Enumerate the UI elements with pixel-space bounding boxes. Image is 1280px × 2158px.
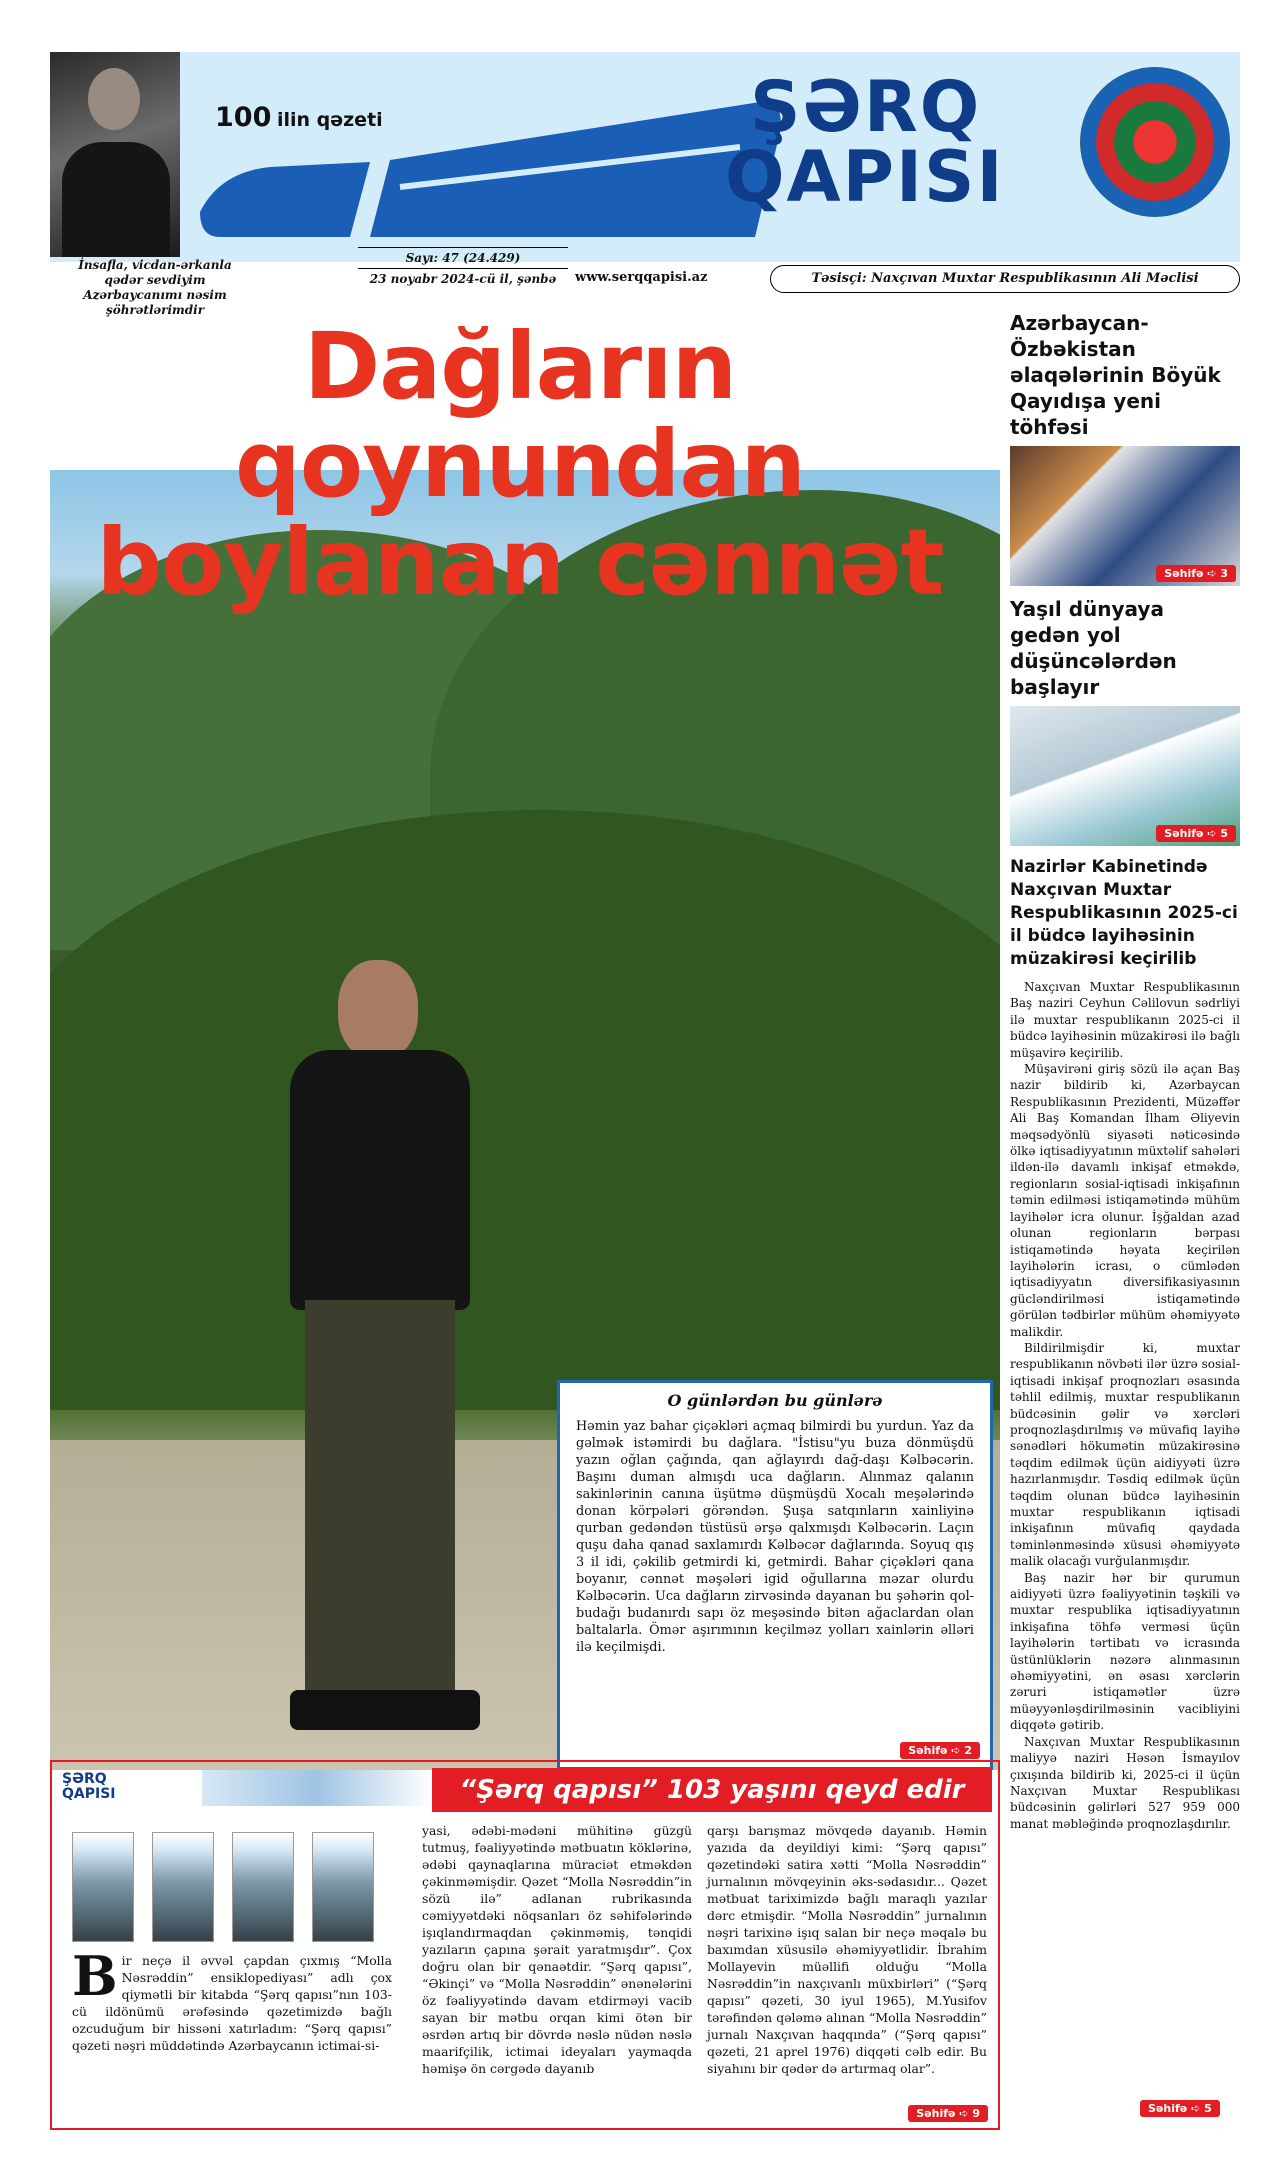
story3-title[interactable]: Nazirlər Kabinetində Naxçıvan Muxtar Respublikasının 2025-ci il büdcə layihəsinin müzakirəsi keçirilib bbox=[1010, 857, 1238, 969]
story2-title[interactable]: Yaşıl dünyaya gedən yol düşüncələrdən başlayır bbox=[1010, 597, 1177, 699]
walking-man-figure bbox=[260, 950, 500, 1750]
sidebar-article-box bbox=[557, 1380, 993, 1770]
story1-photo bbox=[1010, 446, 1240, 586]
issue-info bbox=[348, 247, 578, 289]
anniversary-section bbox=[50, 1760, 1000, 2130]
newspaper-title-line2: QAPISI bbox=[725, 136, 1005, 218]
anniversary-banner: “Şərq qapısı” 103 yaşını qeyd edir bbox=[432, 1768, 992, 1812]
founder-label: Təsisçi: Naxçıvan Muxtar Respublikasının Ali Məclisi bbox=[770, 265, 1240, 293]
website-link[interactable]: www.serqqapisi.az bbox=[575, 270, 708, 285]
column-2: yasi, ədəbi-mədəni mühitinə güzgü tutmuş, fəaliyyətində mətbuatın köklərinə, ədəbi qaynaqlarına müraciət etməkdən çəkinməmişdir. Qəzet “Molla Nəsrəddin”in sözü ilə” adlanan rubrikasında cəmiyyətdəki nöqsanları öz səhifələrində işıqlandırmaqdan çəkinməmiş, tənqidi yazıların çapına şərait yaratmışdır”. Çox doğru olan bir qənaətdir. “Şərq qapısı”, “Əkinçi” və “Molla Nəsrəddin” ənənələrini öz fəaliyyətində davam etdirməyi vacib sayan bir mətbu orqan kimi ötən bir əsrdən artıq bir dövrdə nəslə nüdən nəslə maarifçilik, ictimai ideyaları yaymaqda həmişə ön cərgədə dayanıb bbox=[422, 1823, 692, 2076]
centennial-label: 100 ilin qəzeti bbox=[215, 102, 383, 133]
front-page-thumb bbox=[232, 1832, 294, 1942]
front-page-thumb bbox=[152, 1832, 214, 1942]
column-3: qarşı barışmaz mövqedə dayanıb. Həmin yazıda da deyildiyi kimi: “Şərq qapısı” qəzetindəki satira xətti “Molla Nəsrəddin” jurnalının mövqeyinin əks-sədasıdır... Qəzet mətbuat tariximizdə bağlı maraqlı yazılar dərc etmişdir. “Molla Nəsrəddin” jurnalının nəşri tarixinə işıq salan bir neçə məqalə bu baxımdan xüsusilə əhəmiyyətlidir. İbrahim Mollayevin müəllifi olduğu “Molla Nəsrəddin”in naxçıvanlı müxbirləri” (“Şərq qapısı” qəzeti, 30 iyul 1965), M.Yusifov tərəfindən qələmə alınan “Molla Nəsrəddin” jurnalı Naxçıvan haqqında” (“Şərq qapısı” qəzeti, 21 aprel 1976) diqqəti cəlb edir. Bu siyahını bir qədər də artırmaq olar”. bbox=[707, 1823, 987, 2076]
founder-portrait bbox=[50, 52, 180, 257]
story1-title[interactable]: Azərbaycan-Özbəkistan əlaqələrinin Böyük Qayıdışa yeni töhfəsi bbox=[1010, 311, 1221, 439]
lead-column: B ir neçə il əvvəl çapdan çıxmış “Molla Nəsrəddin” ensiklopediyası” adlı çox qiymətli bir kitabda “Şərq qapısı”nın 103-cü ildönümü ərəfəsində qəzetimizdə bağlı ozcuduğum bir hissəni xatırladım: “Şərq qapısı” qəzeti nəşri müddətində Azərbaycanın ictimai-si- bbox=[72, 1944, 392, 2053]
page-ref-tag[interactable]: Səhifə ➪ 9 bbox=[908, 2105, 988, 2122]
masthead-logo-shape bbox=[200, 92, 800, 242]
front-page-thumbnails bbox=[72, 1832, 412, 1942]
mini-masthead-strip bbox=[202, 1770, 432, 1806]
front-page-thumb bbox=[72, 1832, 134, 1942]
masthead bbox=[50, 52, 1240, 262]
issue-number: Sayı: 47 (24.429) bbox=[405, 251, 521, 265]
front-page-thumb bbox=[312, 1832, 374, 1942]
state-emblem bbox=[1080, 67, 1230, 217]
page-ref-tag[interactable]: Səhifə ➪ 5 bbox=[1140, 2100, 1220, 2117]
page-ref-tag[interactable]: Səhifə ➪ 5 bbox=[1156, 825, 1236, 842]
mini-brand-logo: ŞƏRQ QAPISI bbox=[62, 1771, 116, 1802]
masthead-motto: İnsafla, vicdan-ərkanla qədər sevdiyim Azərbaycanımı nəsim şöhrətlərimdir bbox=[78, 258, 232, 317]
right-column bbox=[1010, 310, 1240, 1832]
main-headline: Dağların qoynundan boylanan cənnət bbox=[96, 313, 944, 616]
drop-cap: B bbox=[72, 1944, 118, 2008]
box-title: O günlərdən bu günlərə bbox=[667, 1391, 883, 1410]
box-text: Həmin yaz bahar çiçəkləri açmaq bilmirdi bu yurdun. Yaz da gəlmək istəmirdi bu dağlara. "İstisu"yu buza dönmüşdü yazın oğlan çağında, qan ağlayırdı dağ-daşı Kəlbəcərin. Başını duman almışdı uca dağların. Alınmaz qalanın sakinlərinin canına üşütmə düşmüşdü Xocalı meşələrində donan körpələri görəndən. Şuşa satqınların xainliyinə qurban gedəndən tüstüsü ərşə qalxmışdı Kəlbəcərin. Laçın quşu daha qanad saxlamırdı Kəlbəcər dağlarında. Soyuq qış 3 il idi, çəkilib getmirdi ki, getmirdi. Bahar çiçəkləri qana boyanır, cənnət məşələri igid oğullarına məzar olurdu Kəlbəcərin. Uca dağların zirvəsində dayanan bu şəhərin qol-budağı budanırdı sapı öz meşəsində bitən ağaclardan olan baltalarla. Ömər aşırımının keçilməz yolları xainlərin əlləri ilə keçilmişdi. bbox=[576, 1419, 974, 1655]
story2-photo bbox=[1010, 706, 1240, 846]
page-ref-tag[interactable]: Səhifə ➪ 2 bbox=[900, 1742, 980, 1759]
page-ref-tag[interactable]: Səhifə ➪ 3 bbox=[1156, 565, 1236, 582]
story3-body: Naxçıvan Muxtar Respublikasının Baş naziri Ceyhun Cəlilovun sədrliyi ilə muxtar respublikanın 2025-ci il büdcə layihəsinin müzakirəsi ilə bağlı müşavirə keçirilib. Müşavirəni giriş sözü ilə açan Baş nazir bildirib ki, Azərbaycan Respublikasının Prezidenti, Müzəffər Ali Baş Komandan İlham Əliyevin məqsədyönlü siyasəti nəticəsində ölkə iqtisadiyyatının müxtəlif sahələri ildən-ilə davamlı inkişaf etməkdə, regionların sosial-iqtisadi inkişafının təmin edilməsi istiqamətində mühüm layihələr icra olunur. İşğaldan azad olunan regionların bərpası istiqamətində həyata keçirilən layihələrin icrası, o cümlədən iqtisadiyyatın diversifikasiyasının gücləndirilməsi istiqamətində görülən tədbirlər mühüm əhəmiyyətə malikdir. Bildirilmişdir ki, muxtar respublikanın növbəti ilər üzrə sosial-iqtisadi inkişaf proqnozları əsasında təhlil edilmiş, muxtar respublikanın büdcəsinin gəlir və xərcləri proqnozlaşdırılmış və müvafiq layihə sənədləri hökumətin müzakirəsinə təqdim edilmək üçün aidiyyəti üzrə hazırlanmışdır. Təsdiq edilmək üçün təqdim olunan büdcə layihəsinin muxtar respublikanın iqtisadi inkişafının müvafiq qaydada təminlənməsində xüsusi əhəmiyyətə malik olacağı vurğulanmışdır. Baş nazir hər bir qurumun aidiyyəti üzrə fəaliyyətinin təşkili və muxtar respublika iqtisadiyyatının inkişafına töhfə verməsi üçün layihələrin tərtibatı və icrasında üstünlüklərin nəzərə alınmasının əhəmiyyətini, ən əsası xərclərin zəruri istiqamətlər üzrə müəyyənləşdirilməsinin vacibliyini diqqətə gətirib. Naxçıvan Muxtar Respublikasının maliyyə naziri Həsən İsmayılov çıxışında bildirib ki, 2025-ci il üçün Naxçıvan Muxtar Respublikası büdcəsinin gəlirləri 527 959 000 manat məbləğində proqnozlaşdırılır. bbox=[1010, 980, 1240, 1831]
issue-date: 23 noyabr 2024-cü il, şənbə bbox=[369, 272, 557, 286]
newspaper-title-line1: ŞƏRQ bbox=[750, 66, 982, 148]
